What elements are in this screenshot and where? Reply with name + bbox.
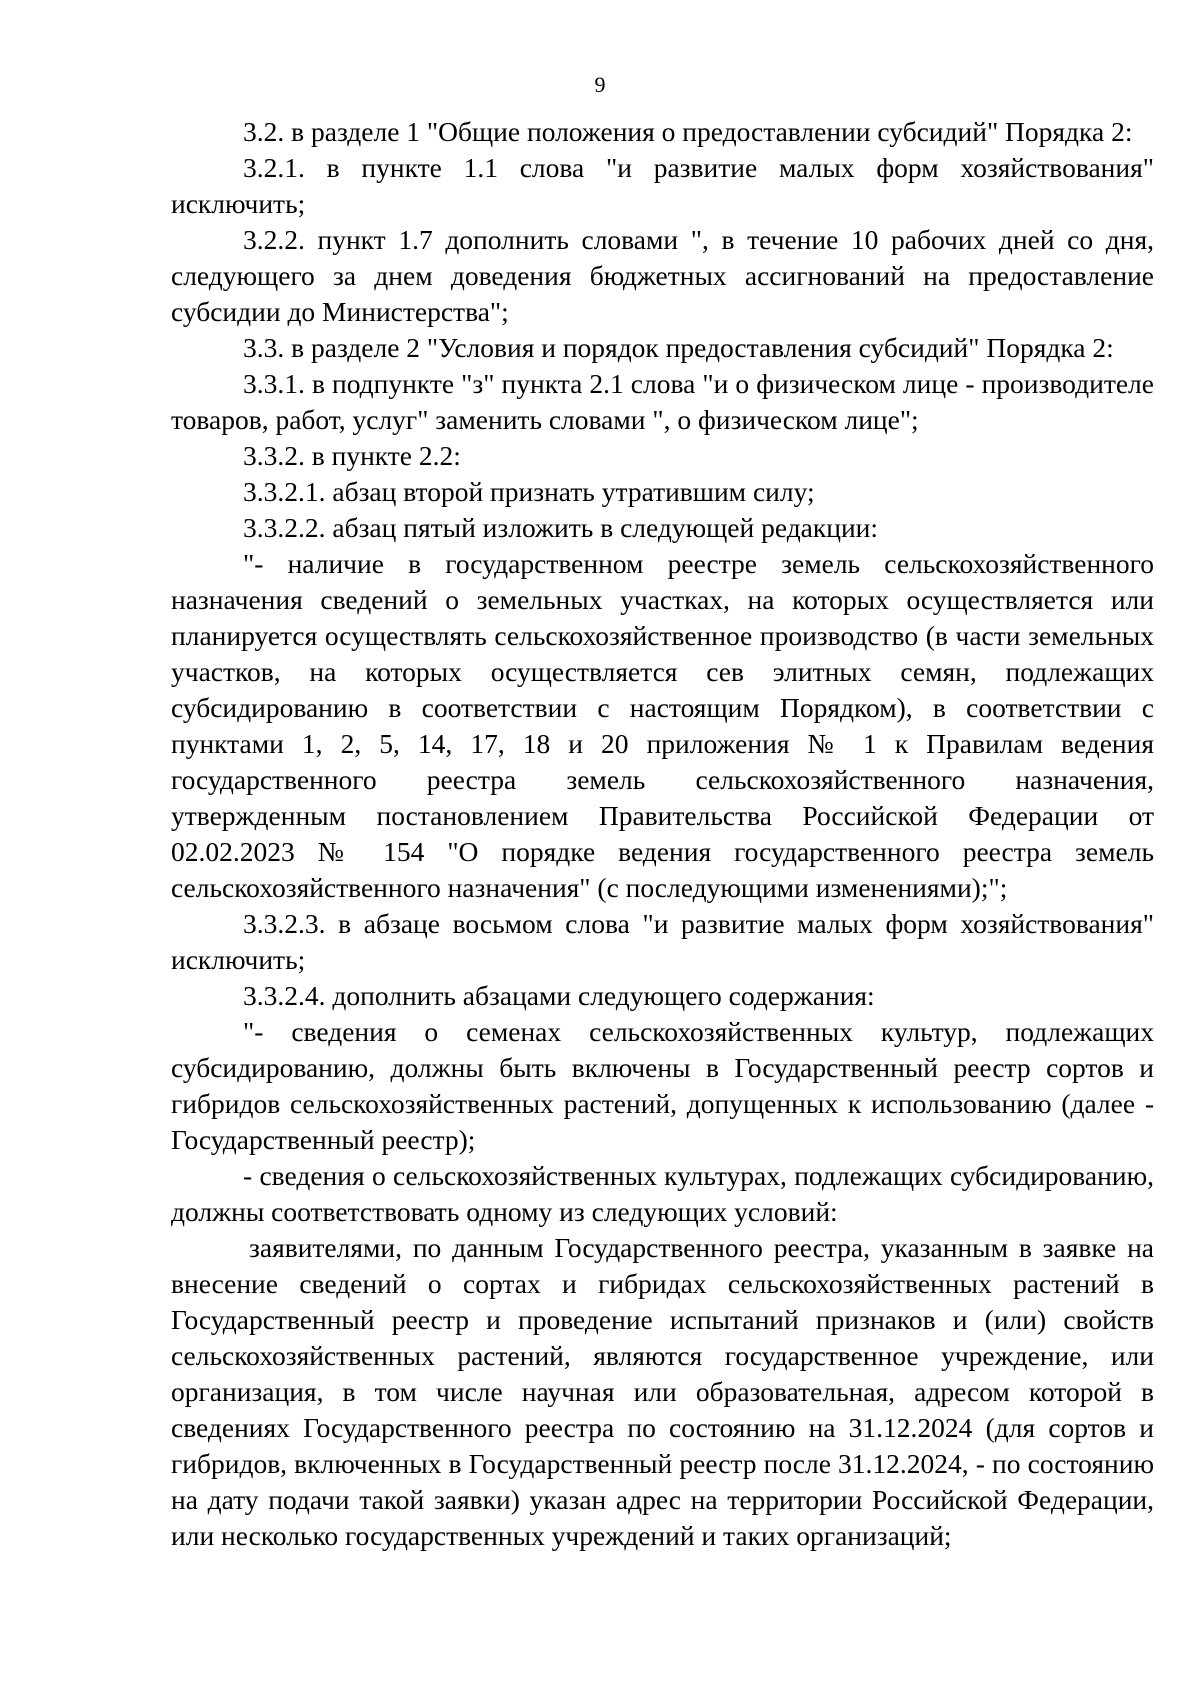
paragraph-3-3-1: 3.3.1. в подпункте "з" пункта 2.1 слова "и о физическом лице - производителе товаров, работ, услуг" заменить словами ", о физическом лице"; xyxy=(171,368,1154,435)
document-body xyxy=(171,114,1154,1554)
paragraph-applicants: заявителями, по данным Государственного реестра, указанным в заявке на внесение сведений о сортах и гибридах сельскохозяйственных растений в Государственный реестр и проведение испытаний признаков и (или) свойств сельскохозяйственных растений, являются государственное учреждение, или организация, в том числе научная или образовательная, адресом которой в сведениях Государственного реестра по состоянию на 31.12.2024 (для сортов и гибридов, включенных в Государственный реестр после 31.12.2024, - по состоянию на дату подачи такой заявки) указан адрес на территории Российской Федерации, или несколько государственных учреждений и таких организаций; xyxy=(171,1232,1154,1551)
quoted-paragraph-land-registry: "- наличие в государственном реестре земель сельскохозяйственного назначения сведений о земельных участках, на которых осуществляется или планируется осуществлять сельскохозяйственное производство (в части земельных участков, на которых осуществляется сев элитных семян, подлежащих субсидированию в соответствии с настоящим Порядком), в соответствии с пунктами 1, 2, 5, 14, 17, 18 и 20 приложения № 1 к Правилам ведения государственного реестра земель сельскохозяйственного назначения, утвержденным постановлением Правительства Российской Федерации от 02.02.2023 № 154 "О порядке ведения государственного реестра земель сельскохозяйственного назначения" (с последующими изменениями);"; xyxy=(171,548,1154,903)
paragraph-3-2-1: 3.2.1. в пункте 1.1 слова "и развитие малых форм хозяйствования" исключить; xyxy=(171,152,1154,219)
paragraph-3-3: 3.3. в разделе 2 "Условия и порядок предоставления субсидий" Порядка 2: xyxy=(243,332,1114,363)
paragraph-3-3-2: 3.3.2. в пункте 2.2: xyxy=(243,440,461,471)
paragraph-3-2-2: 3.2.2. пункт 1.7 дополнить словами ", в течение 10 рабочих дней со дня, следующего за днем доведения бюджетных ассигнований на предоставление субсидии до Министерства"; xyxy=(171,224,1154,327)
paragraph-3-3-2-2: 3.3.2.2. абзац пятый изложить в следующей редакции: xyxy=(243,512,879,543)
page-number: 9 xyxy=(594,72,606,97)
paragraph-3-3-2-4: 3.3.2.4. дополнить абзацами следующего содержания: xyxy=(243,980,875,1011)
quoted-paragraph-seeds: "- сведения о семенах сельскохозяйственных культур, подлежащих субсидированию, должны быть включены в Государственный реестр сортов и гибридов сельскохозяйственных растений, допущенных к использованию (далее - Государственный реестр); xyxy=(171,1016,1154,1155)
paragraph-crops-conditions: - сведения о сельскохозяйственных культурах, подлежащих субсидированию, должны соответствовать одному из следующих условий: xyxy=(171,1160,1154,1227)
paragraph-3-3-2-1: 3.3.2.1. абзац второй признать утратившим силу; xyxy=(243,476,815,507)
paragraph-3-3-2-3: 3.3.2.3. в абзаце восьмом слова "и развитие малых форм хозяйствования" исключить; xyxy=(171,908,1154,975)
paragraph-3-2: 3.2. в разделе 1 "Общие положения о предоставлении субсидий" Порядка 2: xyxy=(243,116,1133,147)
